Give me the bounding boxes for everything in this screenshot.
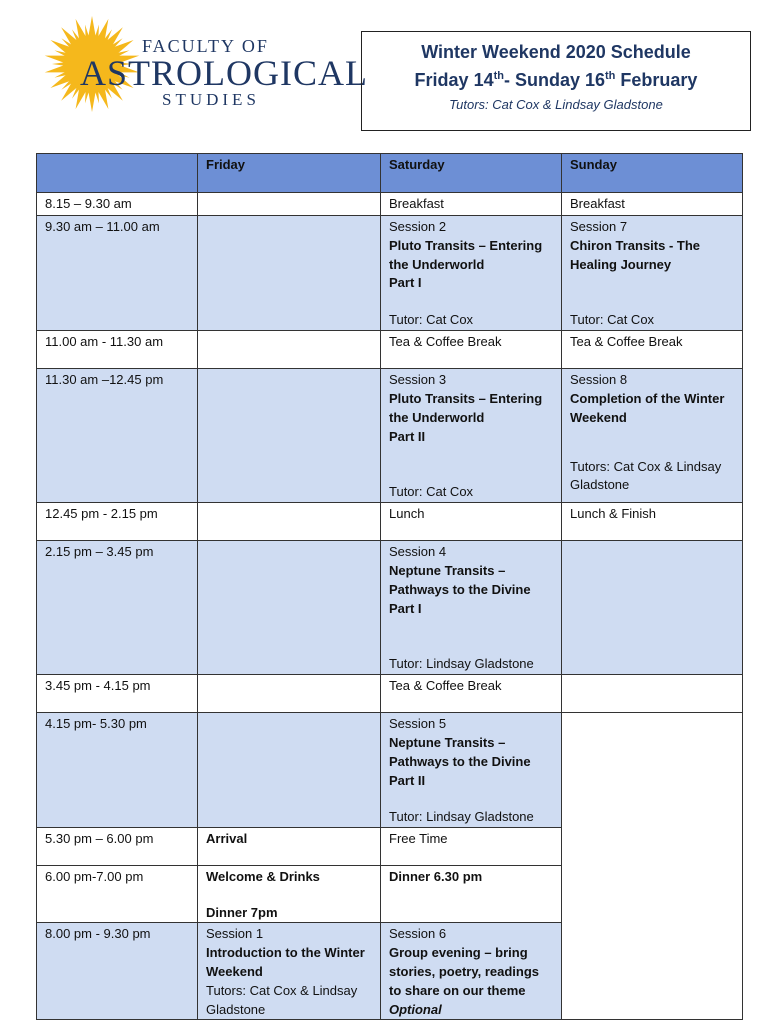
time-cell: 8.15 – 9.30 am xyxy=(37,193,198,216)
session-part: Part II xyxy=(389,428,426,444)
session-title: Neptune Transits – Pathways to the Divine xyxy=(389,734,531,769)
friday-cell xyxy=(198,216,381,331)
saturday-cell xyxy=(381,369,562,503)
session-label: Session 7 xyxy=(570,219,628,234)
schedule-dates: Friday 14th- Sunday 16th February xyxy=(414,70,698,90)
saturday-cell xyxy=(381,923,562,1020)
friday-cell xyxy=(198,675,381,713)
time-cell: 9.30 am – 11.00 am xyxy=(37,216,198,331)
session-part: Part I xyxy=(389,600,422,616)
session-title: Neptune Transits – Pathways to the Divine xyxy=(389,562,531,597)
header-sunday: Sunday xyxy=(562,154,743,193)
time-cell: 11.30 am –12.45 pm xyxy=(37,369,198,503)
saturday-cell: Breakfast xyxy=(381,193,562,216)
session-label: Session 1 xyxy=(206,926,264,942)
session-title: Pluto Transits – Entering the Underworld xyxy=(389,237,543,272)
friday-cell: Arrival xyxy=(198,828,381,866)
saturday-cell: Tea & Coffee Break xyxy=(381,331,562,369)
table-row xyxy=(37,193,743,216)
saturday-cell xyxy=(381,216,562,331)
saturday-cell: Tea & Coffee Break xyxy=(381,675,562,713)
session-title: Pluto Transits – Entering the Underworld xyxy=(389,390,543,425)
header-time xyxy=(37,154,198,193)
friday-cell xyxy=(198,331,381,369)
session-title: Introduction to the Winter Weekend xyxy=(206,945,365,980)
time-cell: 11.00 am - 11.30 am xyxy=(37,331,198,369)
header-friday: Friday xyxy=(198,154,381,193)
session-label: Session 5 xyxy=(389,716,447,732)
table-row xyxy=(37,675,743,713)
table-header-row xyxy=(37,154,743,193)
sunday-cell xyxy=(562,216,743,331)
saturday-cell xyxy=(381,541,562,675)
session-label: Session 8 xyxy=(570,372,628,388)
friday-cell xyxy=(198,503,381,541)
friday-cell xyxy=(198,541,381,675)
table-row xyxy=(37,713,743,828)
saturday-cell: Dinner 6.30 pm xyxy=(381,866,562,923)
session-tutor: Tutors: Cat Cox & Lindsay Gladstone xyxy=(206,982,358,1017)
session-title: Group evening – bring stories, poetry, readings to share on our theme xyxy=(389,945,540,998)
table-row xyxy=(37,331,743,369)
session-part: Part II xyxy=(389,772,426,788)
saturday-cell xyxy=(381,713,562,828)
sunday-cell xyxy=(562,713,743,1020)
session-tutor: Tutor: Lindsay Gladstone xyxy=(389,809,534,825)
session-label: Session 3 xyxy=(389,372,447,388)
time-cell: 2.15 pm – 3.45 pm xyxy=(37,541,198,675)
schedule-tutors: Tutors: Cat Cox & Lindsay Gladstone xyxy=(449,97,663,112)
logo-line-2: ASTROLOGICAL xyxy=(80,53,368,93)
sunday-cell xyxy=(562,541,743,675)
saturday-cell: Lunch xyxy=(381,503,562,541)
session-label: Session 4 xyxy=(389,544,447,560)
sunday-cell: Breakfast xyxy=(562,193,743,216)
sunday-cell: Lunch & Finish xyxy=(562,503,743,541)
header-saturday: Saturday xyxy=(381,154,562,193)
table-row xyxy=(37,216,743,331)
session-title: Chiron Transits - The Healing Journey xyxy=(570,237,701,272)
session-tutor: Tutors: Cat Cox & Lindsay Gladstone xyxy=(570,458,722,493)
friday-cell xyxy=(198,923,381,1020)
session-label: Session 2 xyxy=(389,219,447,234)
table-row xyxy=(37,369,743,503)
time-cell: 12.45 pm - 2.15 pm xyxy=(37,503,198,541)
title-box xyxy=(361,31,751,131)
logo-line-1: FACULTY OF xyxy=(142,36,269,56)
friday-cell xyxy=(198,713,381,828)
time-cell: 4.15 pm- 5.30 pm xyxy=(37,713,198,828)
time-cell: 6.00 pm-7.00 pm xyxy=(37,866,198,904)
table-row xyxy=(37,541,743,675)
sunday-cell xyxy=(562,369,743,503)
session-title: Completion of the Winter Weekend xyxy=(570,390,725,425)
friday-cell: Dinner 7pm xyxy=(198,904,381,923)
sunday-cell xyxy=(562,675,743,713)
session-tutor: Tutor: Cat Cox xyxy=(570,312,655,328)
session-tutor: Tutor: Cat Cox xyxy=(389,312,474,328)
time-cell: 5.30 pm – 6.00 pm xyxy=(37,828,198,866)
time-cell: 8.00 pm - 9.30 pm xyxy=(37,923,198,1020)
friday-cell: Welcome & Drinks xyxy=(198,866,381,904)
sunday-cell: Tea & Coffee Break xyxy=(562,331,743,369)
session-part: Part I xyxy=(389,275,422,291)
friday-cell xyxy=(198,369,381,503)
session-tutor: Tutor: Lindsay Gladstone xyxy=(389,656,534,672)
session-optional: Optional xyxy=(389,1001,442,1017)
schedule-table xyxy=(36,153,743,1020)
friday-cell xyxy=(198,193,381,216)
faculty-logo xyxy=(42,14,368,134)
session-label: Session 6 xyxy=(389,926,447,942)
table-row xyxy=(37,503,743,541)
saturday-cell: Free Time xyxy=(381,828,562,866)
time-cell: 3.45 pm - 4.15 pm xyxy=(37,675,198,713)
logo-line-3: STUDIES xyxy=(162,90,260,109)
schedule-title: Winter Weekend 2020 Schedule xyxy=(421,42,691,62)
time-cell xyxy=(37,904,198,923)
session-tutor: Tutor: Cat Cox xyxy=(389,484,474,500)
